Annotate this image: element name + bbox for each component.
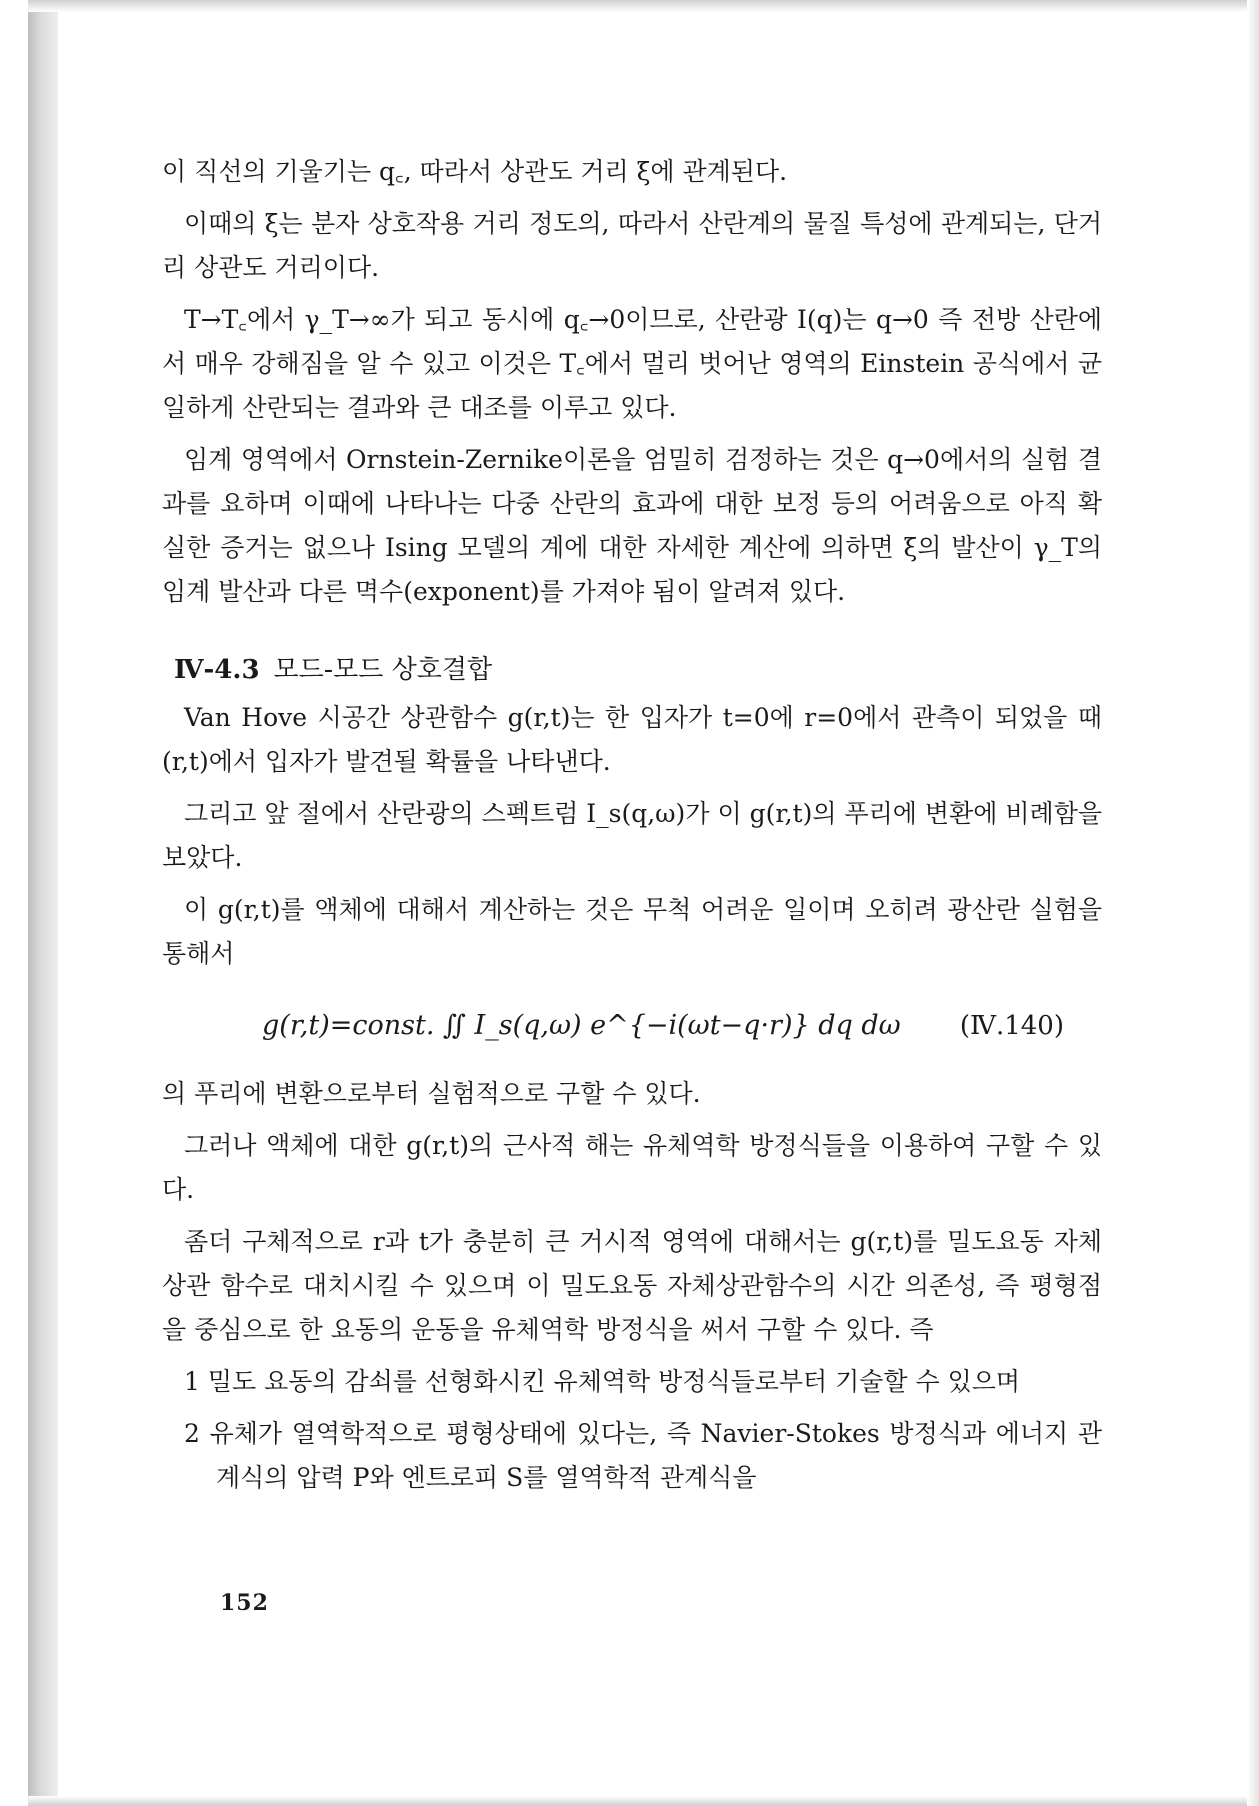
- paragraph: T→T꜀에서 γ_T→∞가 되고 동시에 q꜀→0이므로, 산란광 I(q)는 q→0 즉 전방 산란에서 매우 강해짐을 알 수 있고 이것은 T꜀에서 멀리 벗어난 영역의 Einstein 공식에서 균일하게 산란되는 결과와 큰 대조를 이루고 있다.: [162, 305, 1102, 422]
- section-number: Ⅳ-4.3: [174, 655, 260, 685]
- page-content: [162, 150, 1102, 1508]
- equation-block: [162, 994, 1102, 1058]
- book-edge-left: [28, 0, 58, 1806]
- paragraph: Van Hove 시공간 상관함수 g(r,t)는 한 입자가 t=0에 r=0에서 관측이 되었을 때 (r,t)에서 입자가 발견될 확률을 나타낸다.: [162, 703, 1102, 776]
- paragraph: 의 푸리에 변환으로부터 실험적으로 구할 수 있다.: [162, 1079, 701, 1108]
- equation-number: (Ⅳ.140): [959, 1011, 1064, 1041]
- book-edge-bottom: [28, 1796, 1259, 1806]
- page-number: 152: [220, 1590, 269, 1616]
- book-edge-right: [1247, 0, 1259, 1806]
- paragraph: 이 직선의 기울기는 q꜀, 따라서 상관도 거리 ξ에 관계된다.: [162, 157, 788, 186]
- paragraph: 이때의 ξ는 분자 상호작용 거리 정도의, 따라서 산란계의 물질 특성에 관계되는, 단거리 상관도 거리이다.: [162, 209, 1102, 282]
- paragraph: 임계 영역에서 Ornstein-Zernike이론을 엄밀히 검정하는 것은 q→0에서의 실험 결과를 요하며 이때에 나타나는 다중 산란의 효과에 대한 보정 등의 어려움으로 아직 확실한 증거는 없으나 Ising 모델의 계에 대한 자세한 계산에 의하면 ξ의 발산이 γ_T의 임계 발산과 다른 멱수(exponent)를 가져야 됨이 알려져 있다.: [162, 445, 1102, 606]
- paragraph: 좀더 구체적으로 r과 t가 충분히 큰 거시적 영역에 대해서는 g(r,t)를 밀도요동 자체상관 함수로 대치시킬 수 있으며 이 밀도요동 자체상관함수의 시간 의존성, 즉 평형점을 중심으로 한 요동의 운동을 유체역학 방정식을 써서 구할 수 있다. 즉: [162, 1227, 1102, 1344]
- list-item: 2 유체가 열역학적으로 평형상태에 있다는, 즉 Navier-Stokes 방정식과 에너지 관계식의 압력 P와 엔트로피 S를 열역학적 관계식을: [184, 1419, 1102, 1492]
- section-title: 모드-모드 상호결합: [273, 655, 493, 685]
- paragraph: 그리고 앞 절에서 산란광의 스펙트럼 I_s(q,ω)가 이 g(r,t)의 푸리에 변환에 비례함을 보았다.: [162, 799, 1102, 872]
- equation-body: g(r,t)=const. ∬ I_s(q,ω) e^{−i(ωt−q·r)} dq dω: [262, 1010, 901, 1041]
- paragraph: 이 g(r,t)를 액체에 대해서 계산하는 것은 무척 어려운 일이며 오히려 광산란 실험을 통해서: [162, 895, 1102, 968]
- book-edge-top: [28, 0, 1259, 12]
- section-heading: [174, 648, 1102, 692]
- paragraph: 그러나 액체에 대한 g(r,t)의 근사적 해는 유체역학 방정식들을 이용하여 구할 수 있다.: [162, 1131, 1102, 1204]
- list-item: 1 밀도 요동의 감쇠를 선형화시킨 유체역학 방정식들로부터 기술할 수 있으며: [184, 1367, 1021, 1396]
